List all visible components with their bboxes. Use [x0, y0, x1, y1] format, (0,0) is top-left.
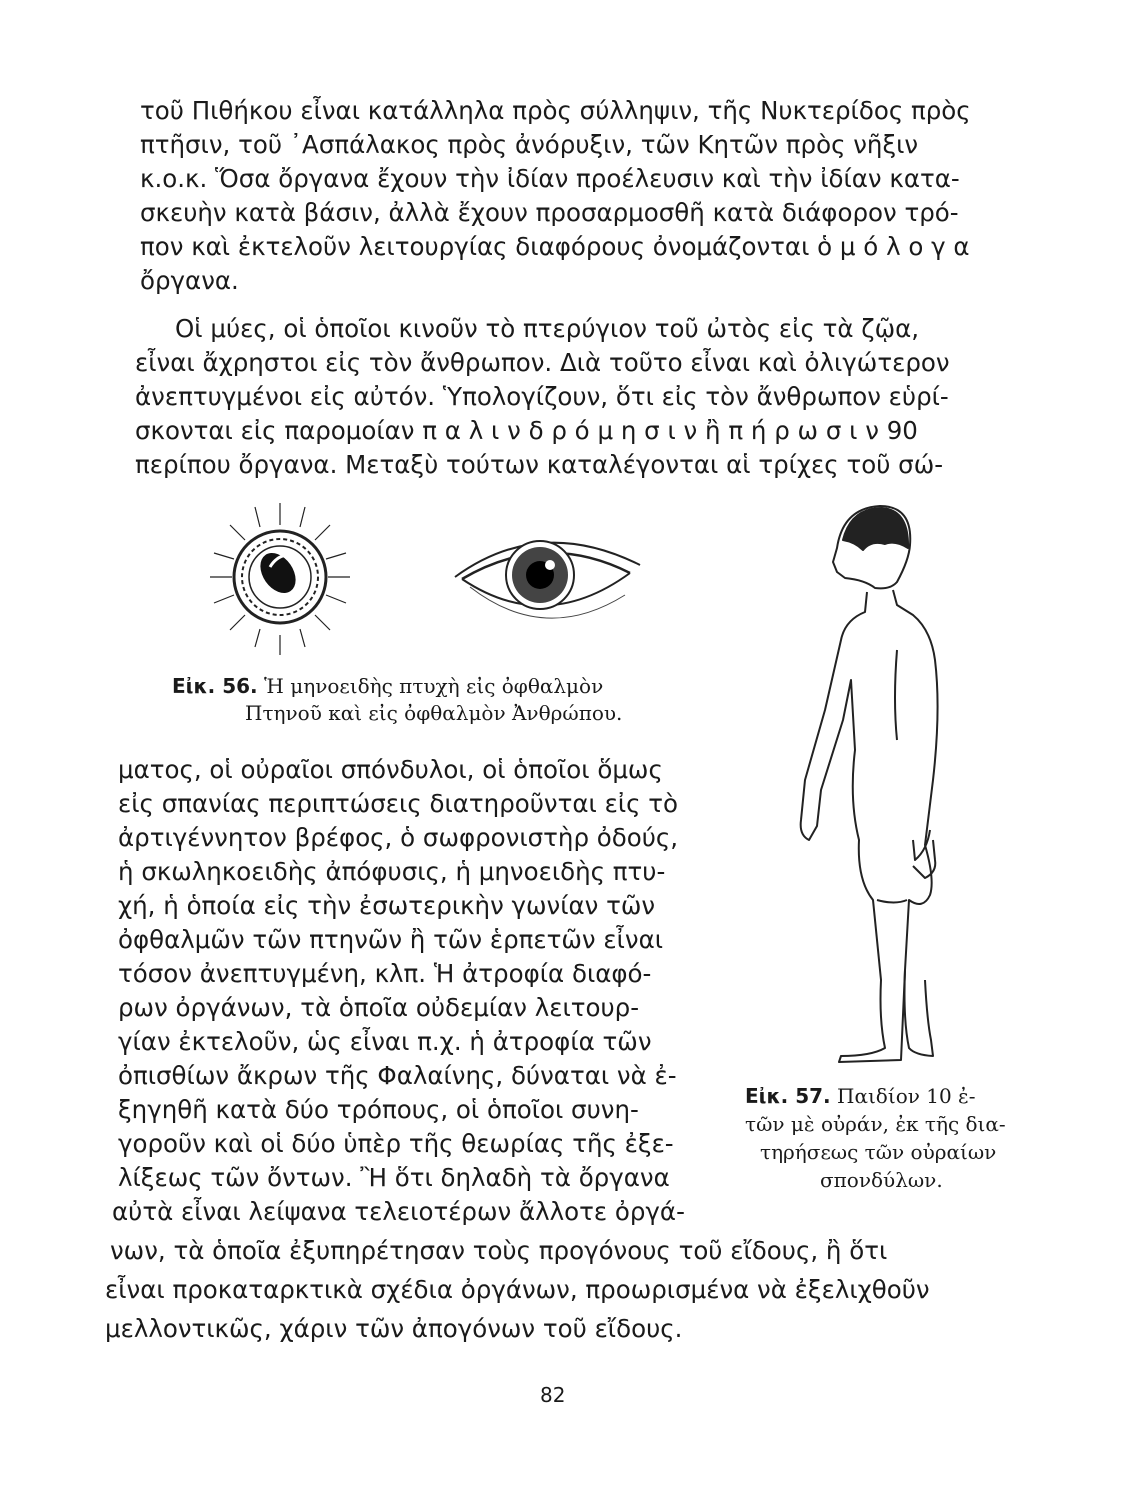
text-line: γίαν ἐκτελοῦν, ὡς εἶναι π.χ. ἡ ἀτροφία τῶν — [118, 1027, 652, 1056]
caption-text: Παιδίον 10 ἐ- — [837, 1084, 976, 1108]
text-line: ξηγηθῆ κατὰ δύο τρόπους, οἱ ὁποῖοι συνη- — [118, 1095, 639, 1124]
human-eye-drawing — [455, 541, 640, 618]
text-line: τόσον ἀνεπτυγμένη, κλπ. Ἡ ἀτροφία διαφό- — [118, 959, 652, 988]
text-line: εἰς σπανίας περιπτώσεις διατηροῦνται εἰς τὸ — [118, 789, 679, 818]
page-number: 82 — [540, 1383, 566, 1407]
text-line: αὐτὰ εἶναι λείψανα τελειοτέρων ἄλλοτε ὀργά- — [112, 1197, 685, 1226]
caption-text: Πτηνοῦ καὶ εἰς ὀφθαλμὸν Ἀνθρώπου. — [245, 701, 623, 725]
text-line: ὀφθαλμῶν τῶν πτηνῶν ἢ τῶν ἑρπετῶν εἶναι — [118, 925, 664, 954]
caption-text: τῶν μὲ οὐράν, ἐκ τῆς δια- — [745, 1112, 1006, 1136]
text-line: σκευὴν κατὰ βάσιν, ἀλλὰ ἔχουν προσαρμοσθῆ κατὰ διάφορον τρό- — [140, 198, 959, 227]
text-line: ρων ὀργάνων, τὰ ὁποῖα οὐδεμίαν λειτουρ- — [118, 993, 640, 1022]
text-line: λίξεως τῶν ὄντων. Ἢ ὅτι δηλαδὴ τὰ ὄργανα — [118, 1163, 670, 1192]
text-line: πον καὶ ἐκτελοῦν λειτουργίας διαφόρους ὀνομάζονται ὁ μ ό λ ο γ α — [140, 232, 970, 261]
text-line: εἶναι προκαταρκτικὰ σχέδια ὀργάνων, προωρισμένα νὰ ἐξελιχθοῦν — [105, 1275, 930, 1304]
text-line: ἀνεπτυγμένοι εἰς αὐτόν. Ὑπολογίζουν, ὅτι εἰς τὸν ἄνθρωπον εὑρί- — [135, 382, 949, 411]
text-line: σκονται εἰς παρομοίαν π α λ ι ν δ ρ ό μ η σ ι ν ἢ π ή ρ ω σ ι ν 90 — [135, 416, 918, 445]
text-line: Οἱ μύες, οἱ ὁποῖοι κινοῦν τὸ πτερύγιον τοῦ ὠτὸς εἰς τὰ ζῷα, — [175, 314, 920, 343]
figure-56-illustration — [200, 495, 660, 665]
figure-57-label: Εἰκ. 57. — [745, 1084, 831, 1108]
text-line: ἡ σκωληκοειδὴς ἀπόφυσις, ἡ μηνοειδὴς πτυ- — [118, 857, 666, 886]
text-line: μελλοντικῶς, χάριν τῶν ἀπογόνων τοῦ εἴδους. — [105, 1314, 683, 1343]
text-line: ματος, οἱ οὐραῖοι σπόνδυλοι, οἱ ὁποῖοι ὅμως — [118, 755, 663, 784]
bird-eye-drawing — [210, 503, 350, 655]
text-line: πτῆσιν, τοῦ ᾿Ασπάλακος πρὸς ἀνόρυξιν, τῶν Κητῶν πρὸς νῆξιν — [140, 130, 919, 159]
figure-57-illustration — [785, 500, 985, 1075]
text-line: ὄργανα. — [140, 266, 239, 295]
text-line: ἀρτιγέννητον βρέφος, ὁ σωφρονιστὴρ ὀδούς, — [118, 823, 679, 852]
text-line: τοῦ Πιθήκου εἶναι κατάλληλα πρὸς σύλληψιν, τῆς Νυκτερίδος πρὸς — [140, 96, 971, 125]
text-line: περίπου ὄργανα. Μεταξὺ τούτων καταλέγονται αἱ τρίχες τοῦ σώ- — [135, 450, 944, 479]
text-line: κ.ο.κ. Ὅσα ὄργανα ἔχουν τὴν ἰδίαν προέλευσιν καὶ τὴν ἰδίαν κατα- — [140, 164, 960, 193]
text-line: νων, τὰ ὁποῖα ἐξυπηρέτησαν τοὺς προγόνους τοῦ εἴδους, ἢ ὅτι — [110, 1236, 888, 1265]
text-line: εἶναι ἄχρηστοι εἰς τὸν ἄνθρωπον. Διὰ τοῦτο εἶναι καὶ ὀλιγώτερον — [135, 348, 950, 377]
caption-text: τηρήσεως τῶν οὐραίων — [760, 1140, 997, 1164]
text-line: ὀπισθίων ἄκρων τῆς Φαλαίνης, δύναται νὰ ἐ- — [118, 1061, 677, 1090]
text-line: γοροῦν καὶ οἱ δύο ὑπὲρ τῆς θεωρίας τῆς ἐξε- — [118, 1129, 674, 1158]
caption-text: Ἡ μηνοειδὴς πτυχὴ εἰς ὀφθαλμὸν — [264, 674, 604, 698]
figure-56-caption — [172, 673, 603, 699]
caption-text: σπονδύλων. — [820, 1168, 943, 1192]
figure-56-label: Εἰκ. 56. — [172, 674, 258, 698]
text-line: χή, ἡ ὁποία εἰς τὴν ἐσωτερικὴν γωνίαν τῶν — [118, 891, 656, 920]
figure-57-caption — [745, 1083, 976, 1109]
